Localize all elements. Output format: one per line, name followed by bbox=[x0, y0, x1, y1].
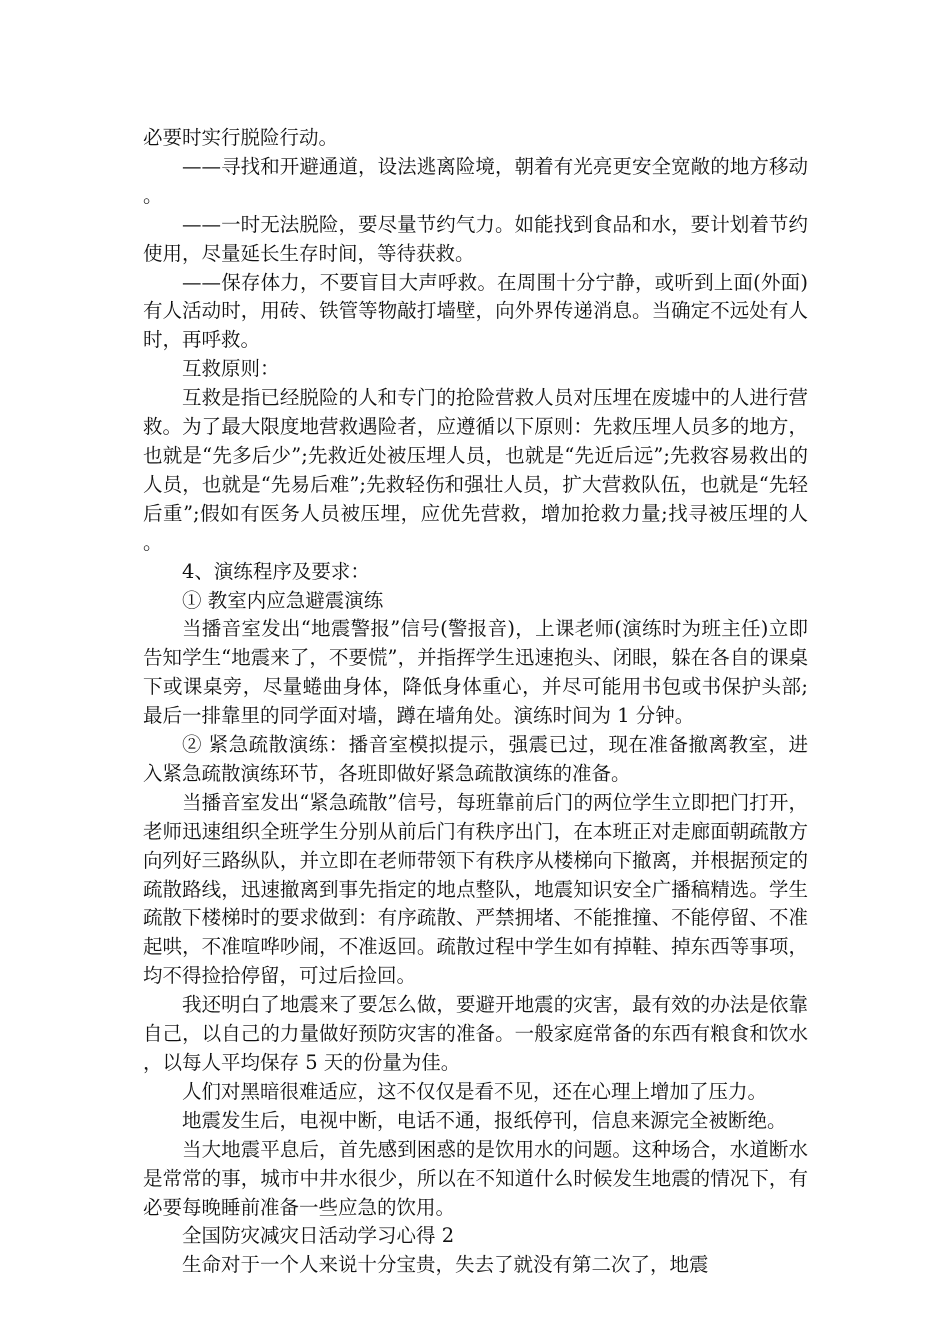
paragraph: 人们对黑暗很难适应，这不仅仅是看不见，还在心理上增加了压力。 bbox=[182, 1079, 768, 1103]
paragraph: ——保存体力，不要盲目大声呼救。在周围十分宁静，或听到上面(外面)有人活动时，用砖、铁管等物敲打墙壁，向外界传递消息。当确定不远处有人时，再呼救。 bbox=[143, 270, 808, 352]
paragraph: ——一时无法脱险，要尽量节约气力。如能找到食品和水，要计划着节约使用，尽量延长生存时间，等待获救。 bbox=[143, 212, 808, 265]
paragraph: 当播音室发出“地震警报”信号(警报音)，上课老师(演练时为班主任)立即告知学生“地震来了，不要慌”，并指挥学生迅速抱头、闭眼，躲在各自的课桌下或课桌旁，尽量蜷曲身体，降低身体重心，并尽可能用书包或书保护头部;最后一排靠里的同学面对墙，蹲在墙角处。演练时间为 1 分钟。 bbox=[143, 617, 808, 728]
paragraph: 必要时实行脱险行动。 bbox=[143, 126, 339, 149]
section-heading: 4、演练程序及要求： bbox=[182, 559, 370, 583]
paragraph: 地震发生后，电视中断，电话不通，报纸停刊，信息来源完全被断绝。 bbox=[182, 1108, 787, 1132]
document-body bbox=[143, 124, 808, 1280]
paragraph: ② 紧急疏散演练：播音室模拟提示，强震已过，现在准备撤离教室，进入紧急疏散演练环节，各班即做好紧急疏散演练的准备。 bbox=[143, 733, 808, 785]
paragraph: 互救是指已经脱险的人和专门的抢险营救人员对压埋在废墟中的人进行营救。为了最大限度地营救遇险者，应遵循以下原则：先救压埋人员多的地方，也就是“先多后少”;先救近处被压埋人员，也就是“先近后远”;先救容易救出的人员，也就是“先易后难”;先救轻伤和强壮人员，扩大营救队伍，也就是“先轻后重”;假如有医务人员被压埋，应优先营救，增加抢救力量;找寻被压埋的人。 bbox=[143, 386, 808, 554]
section-title: 全国防灾减灾日活动学习心得 2 bbox=[182, 1224, 455, 1248]
subsection-heading: ① 教室内应急避震演练 bbox=[182, 588, 384, 612]
paragraph: ——寻找和开避通道，设法逃离险境，朝着有光亮更安全宽敞的地方移动。 bbox=[143, 154, 808, 207]
paragraph: 当播音室发出“紧急疏散”信号，每班靠前后门的两位学生立即把门打开，老师迅速组织全班学生分别从前后门有秩序出门，在本班正对走廊面朝疏散方向列好三路纵队，并立即在老师带领下有秩序从楼梯向下撤离，并根据预定的疏散路线，迅速撤离到事先指定的地点整队，地震知识安全广播稿精选。学生疏散下楼梯时的要求做到：有序疏散、严禁拥堵、不能推撞、不能停留、不准起哄，不准喧哗吵闹，不准返回。疏散过程中学生如有掉鞋、掉东西等事项，均不得捡拾停留，可过后捡回。 bbox=[143, 790, 808, 988]
paragraph: 当大地震平息后，首先感到困惑的是饮用水的问题。这种场合，水道断水是常常的事，城市中井水很少，所以在不知道什么时候发生地震的情况下，有必要每晚睡前准备一些应急的饮用。 bbox=[143, 1137, 808, 1219]
paragraph: 生命对于一个人来说十分宝贵，失去了就没有第二次了，地震 bbox=[182, 1253, 709, 1277]
section-heading: 互救原则： bbox=[182, 357, 280, 381]
paragraph: 我还明白了地震来了要怎么做，要避开地震的灾害，最有效的办法是依靠自己，以自己的力量做好预防灾害的准备。一般家庭常备的东西有粮食和饮水，以每人平均保存 5 天的份量为佳。 bbox=[143, 993, 808, 1074]
